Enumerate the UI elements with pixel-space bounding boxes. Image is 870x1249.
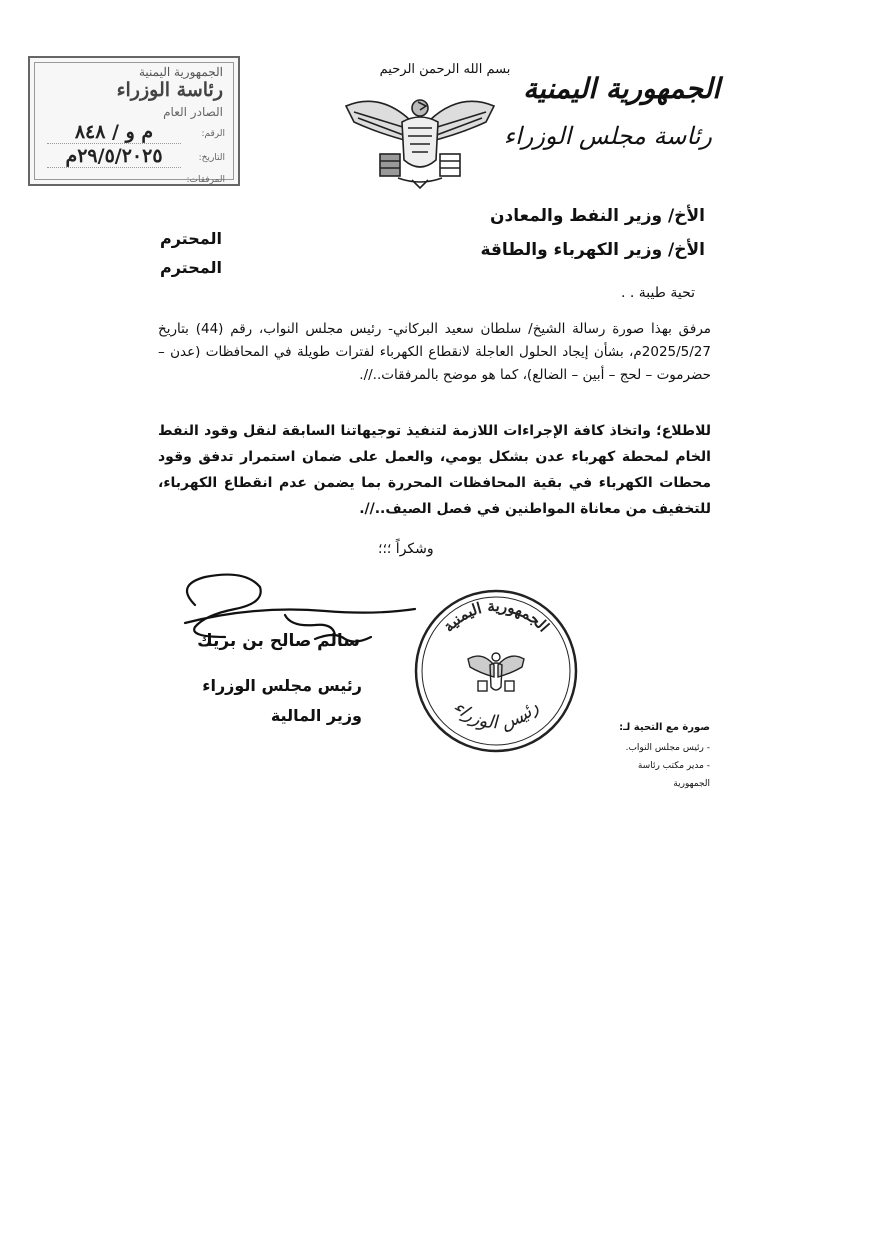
recipient-line-1: الأخ/ وزير النفط والمعادن [490,206,705,226]
signer-name: سالم صالح بن بريك [197,631,360,651]
body-paragraph-2: للاطلاع؛ واتخاذ كافة الإجراءات اللازمة لتنفيذ توجيهاتنا السابقة لنقل وقود النفط الخام لمحطة كهرباء عدن بشكل يومي، والعمل على ضمان استمرار تدفق وقود محطات الكهرباء في بقية المحافظات المحررة بما يضمن عدم انقطاع الكهرباء، للتخفيف من معاناة المواطنين في فصل الصيف..//. [158,423,711,517]
closing-thanks: وشكراً ؛؛؛ [378,541,434,557]
cc-title: صورة مع التحية لـ: [619,722,710,733]
cc-item: - رئيس مجلس النواب. [625,743,710,753]
stamp-attachments-row [43,169,225,191]
greeting: تحية طيبة . . [620,285,695,301]
stamp-number-row [43,123,225,145]
eagle-emblem-icon [340,82,500,192]
stamp-attachments-label: المرفقات: [186,175,225,185]
stamp-country: الجمهورية اليمنية [138,65,223,79]
recipient-honorific-2: المحترم [160,258,222,277]
header-republic: الجمهورية اليمنية [523,72,720,105]
stamp-date-row [43,147,225,169]
signer-title-primary: رئيس مجلس الوزراء [202,676,362,695]
stamp-number-label: الرقم: [201,129,225,139]
stamp-date-value: ٢٩/٥/٢٠٢٥م [47,145,181,168]
signer-title-secondary: وزير المالية [270,706,362,725]
registration-stamp [28,56,240,186]
seal-country-text: الجمهورية اليمنية [439,596,553,636]
body-paragraph-1: مرفق بهذا صورة رسالة الشيخ/ سلطان سعيد البركاني- رئيس مجلس النواب، رقم (44) بتاريخ 2025/5/27م، بشأن إيجاد الحلول العاجلة لانقطاع الكهرباء لفترات طويلة في المحافظات (عدن – حضرموت – لحج – أبين – الضالع)، كما هو موضح بالمرفقات..//. [158,321,711,383]
cc-item: - مدير مكتب رئاسة الجمهورية [637,761,710,789]
cc-block [605,722,710,793]
stamp-number-value: م و / ٨٤٨ [47,121,181,144]
header-presidency: رئاسة مجلس الوزراء [503,122,712,150]
stamp-date-label: التاريخ: [198,153,225,163]
seal-title-text: رئيس الوزراء [449,696,543,734]
recipient-line-2: الأخ/ وزير الكهرباء والطاقة [480,240,705,260]
recipient-honorific-1: المحترم [160,229,222,248]
official-seal [410,585,582,757]
svg-text:رئيس الوزراء [449,697,543,734]
stamp-kind: الصادر العام [163,105,223,119]
stamp-office: رئاسة الوزراء [116,79,223,101]
seal-eagle-icon [468,653,524,691]
basmala: بسم الله الرحمن الرحيم [379,62,511,77]
